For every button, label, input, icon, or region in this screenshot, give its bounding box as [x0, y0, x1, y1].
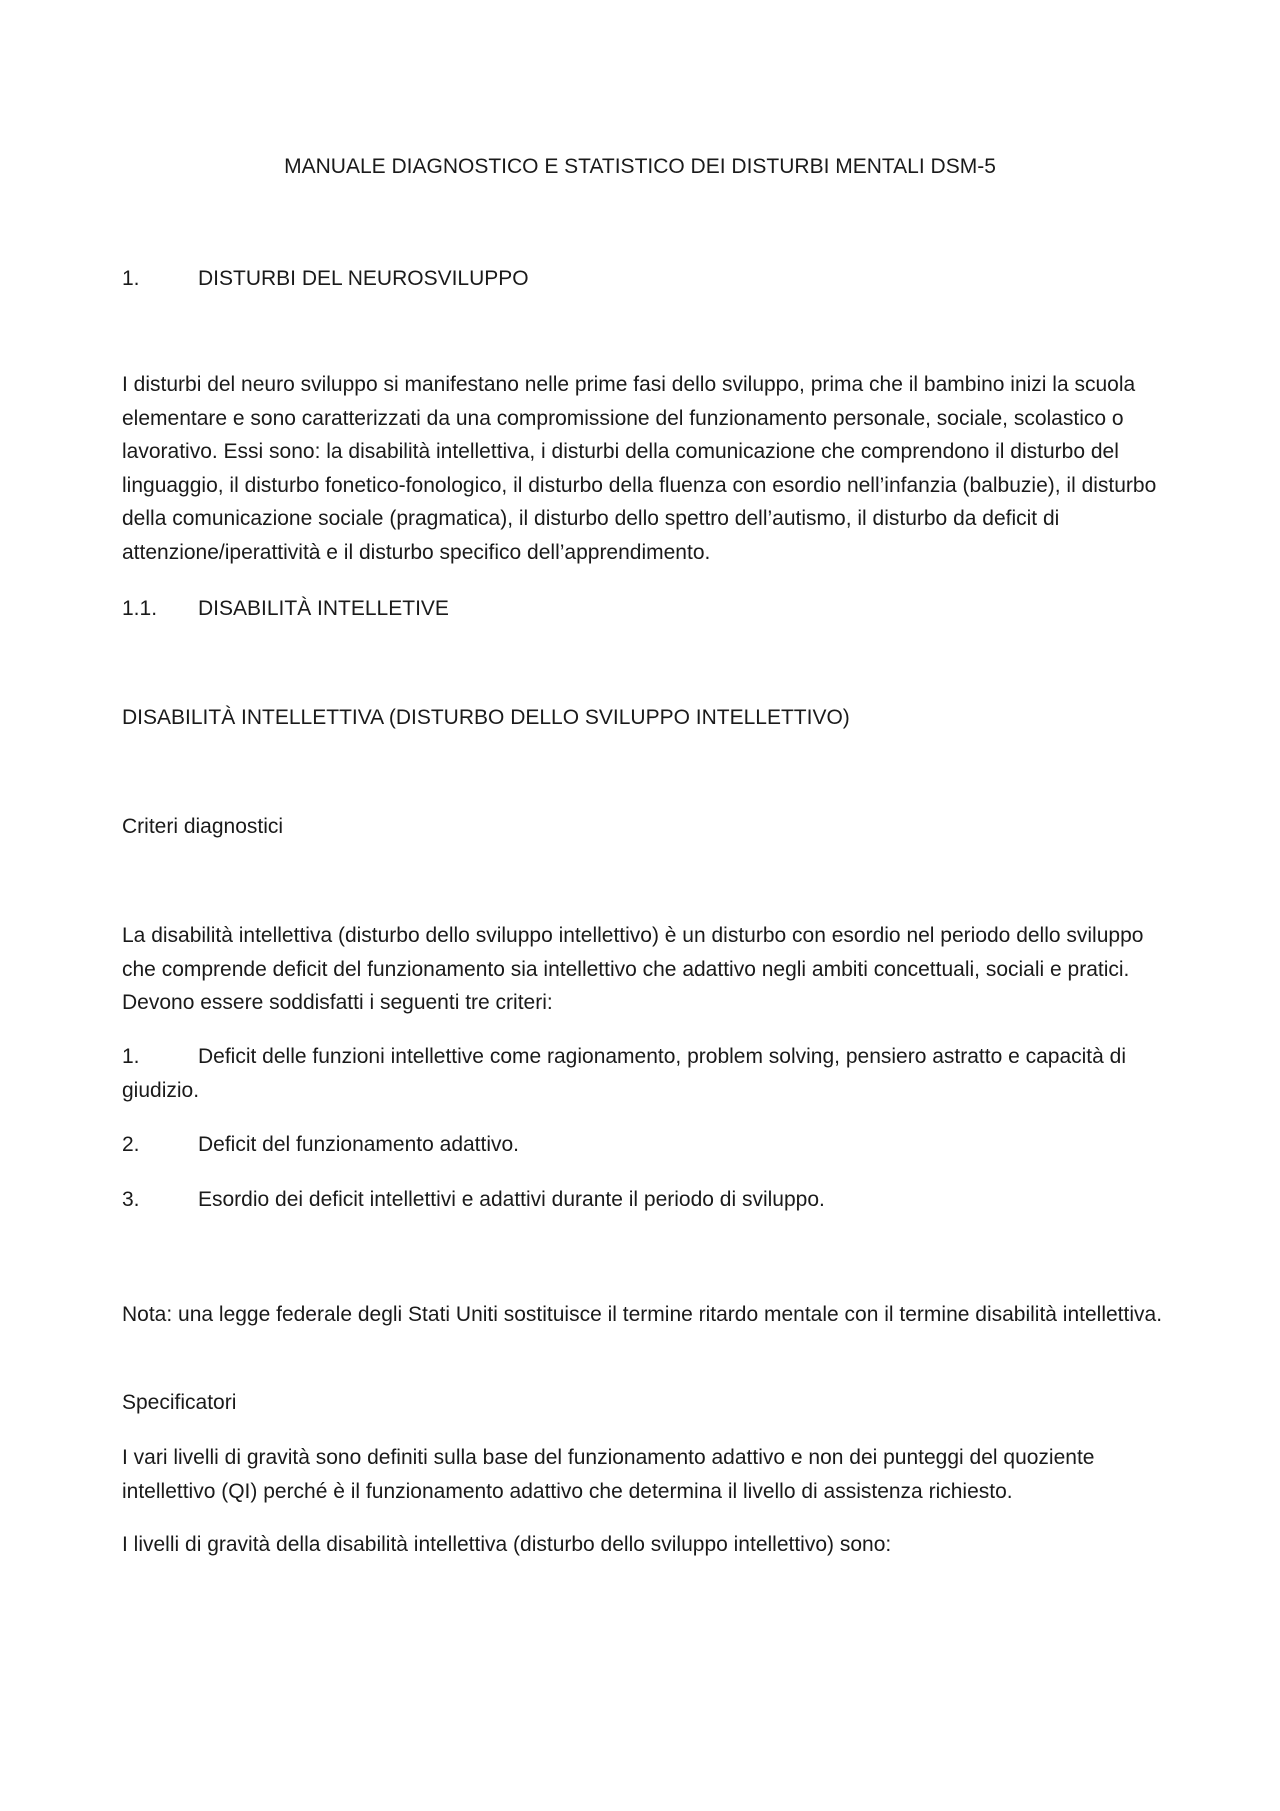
- list-item-number: 1.: [122, 1045, 140, 1068]
- section-heading: [122, 262, 1167, 296]
- list-item: [122, 1183, 1167, 1217]
- criteria-paragraph: La disabilità intellettiva (disturbo dello sviluppo intellettivo) è un disturbo con esordio nel periodo dello sviluppo che comprende deficit del funzionamento sia intellettivo che adattivo negli ambiti concettuali, sociali e pratici. Devono essere soddisfatti i seguenti tre criteri:: [122, 924, 1144, 1014]
- list-item: [122, 1040, 1167, 1107]
- list-item-text: Esordio dei deficit intellettivi e adattivi durante il periodo di sviluppo.: [198, 1188, 825, 1211]
- intro-paragraph: I disturbi del neuro sviluppo si manifestano nelle prime fasi dello sviluppo, prima che il bambino inizi la scuola elementare e sono caratterizzati da una compromissione del funzionamento personale, sociale, scolastico o lavorativo. Essi sono: la disabilità intellettiva, i disturbi della comunicazione che comprendono il disturbo del linguaggio, il disturbo fonetico-fonologico, il disturbo della fluenza con esordio nell’infanzia (balbuzie), il disturbo della comunicazione sociale (pragmatica), il disturbo dello spettro dell’autismo, il disturbo da deficit di attenzione/iperattività e il disturbo specifico dell’apprendimento.: [122, 373, 1157, 564]
- criteria-heading: Criteri diagnostici: [122, 815, 284, 838]
- section-number: 1.: [122, 267, 140, 290]
- subsection-heading: [122, 592, 1167, 626]
- list-item-number: 3.: [122, 1188, 140, 1211]
- subsection-title: DISABILITÀ INTELLETIVE: [198, 597, 449, 620]
- list-item-text: Deficit delle funzioni intellettive come ragionamento, problem solving, pensiero astratto e capacità di giudizio.: [122, 1045, 1126, 1102]
- list-item-text: Deficit del funzionamento adattivo.: [198, 1133, 520, 1156]
- disorder-heading: DISABILITÀ INTELLETTIVA (DISTURBO DELLO SVILUPPO INTELLETTIVO): [122, 706, 850, 729]
- section-title: DISTURBI DEL NEUROSVILUPPO: [198, 267, 529, 290]
- specifiers-heading: Specificatori: [122, 1391, 237, 1414]
- document-title: MANUALE DIAGNOSTICO E STATISTICO DEI DISTURBI MENTALI DSM-5: [284, 155, 996, 178]
- list-item-number: 2.: [122, 1133, 140, 1156]
- note-paragraph: Nota: una legge federale degli Stati Uniti sostituisce il termine ritardo mentale con il termine disabilità intellettiva.: [122, 1303, 1163, 1326]
- list-item: [122, 1128, 1167, 1162]
- levels-intro: I livelli di gravità della disabilità intellettiva (disturbo dello sviluppo intellettivo) sono:: [122, 1533, 892, 1556]
- specifiers-paragraph: I vari livelli di gravità sono definiti sulla base del funzionamento adattivo e non dei punteggi del quoziente intellettivo (QI) perché è il funzionamento adattivo che determina il livello di assistenza richiesto.: [122, 1446, 1095, 1503]
- subsection-number: 1.1.: [122, 597, 158, 620]
